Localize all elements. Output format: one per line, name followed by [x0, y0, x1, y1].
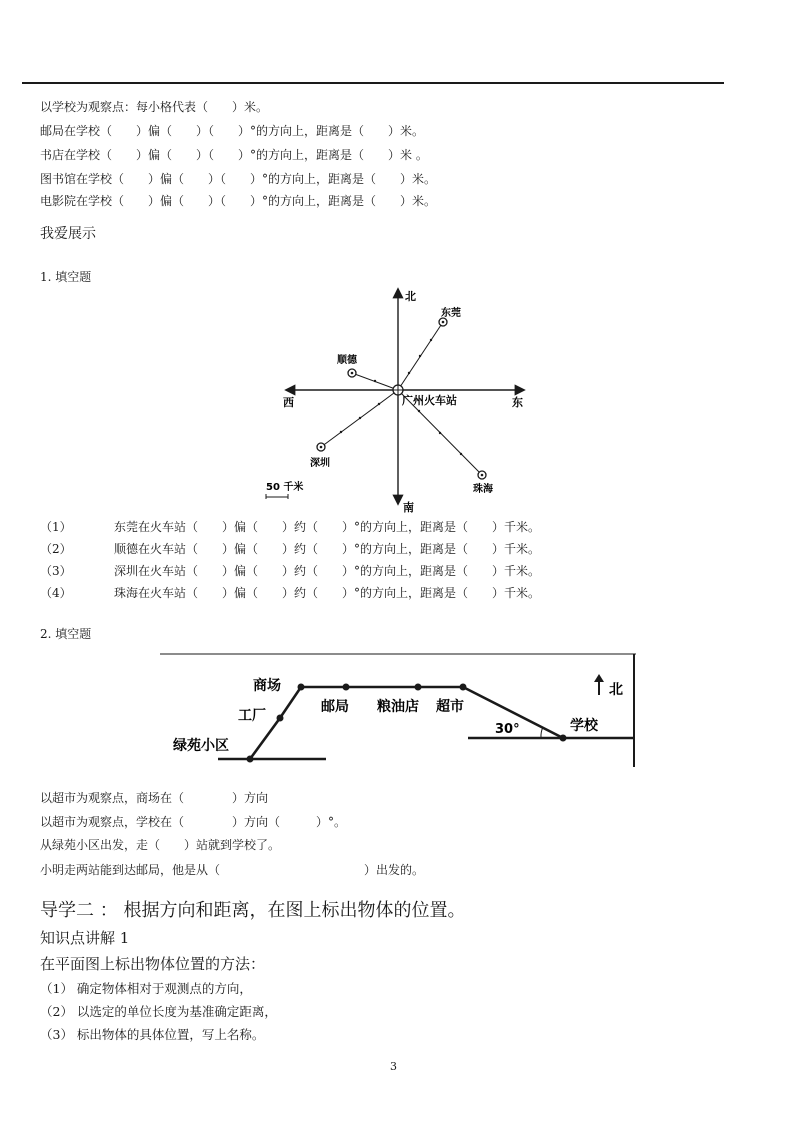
- step-3: （3） 标出物体的具体位置，写上名称。: [40, 1027, 265, 1042]
- label-station: 广州火车站: [402, 394, 457, 407]
- label-angle: 30°: [495, 722, 520, 737]
- q1-item-1-text: 东莞在火车站（ ）偏（ ）约（ ）°的方向上，距离是（ ）千米。: [114, 520, 541, 534]
- guide2-title: 导学二 ： 根据方向和距离，在图上标出物体的位置。: [40, 900, 466, 921]
- label-grain: 粮油店: [377, 699, 419, 715]
- stop-post: [343, 684, 350, 691]
- label-shunde: 顺德: [337, 355, 357, 366]
- label-market: 超市: [436, 699, 464, 715]
- q1-item-4-num: （4）: [40, 586, 72, 600]
- label-scale: 50 千米: [266, 482, 304, 493]
- label-west: 西: [283, 396, 294, 409]
- observe-line-4: 图书馆在学校（ ）偏（ ）（ ）°的方向上，距离是（ ）米。: [40, 172, 437, 186]
- label-shenzhen: 深圳: [310, 458, 330, 469]
- q2-line-3: 从绿苑小区出发，走（ ）站就到学校了。: [40, 838, 281, 852]
- label-north-arrow: 北: [609, 682, 623, 698]
- q1-item-3-num: （3）: [40, 564, 72, 578]
- step-1: （1） 确定物体相对于观测点的方向，: [40, 981, 252, 996]
- q1-item-1-num: （1）: [40, 520, 72, 534]
- show-heading: 我爱展示: [40, 226, 96, 242]
- step-2: （2） 以选定的单位长度为基准确定距离，: [40, 1004, 277, 1019]
- stop-market: [460, 684, 467, 691]
- label-south: 南: [403, 501, 414, 514]
- observe-line-3: 书店在学校（ ）偏（ ）（ ）°的方向上，距离是（ ）米 。: [40, 148, 428, 162]
- label-north: 北: [405, 290, 416, 303]
- q1-item-4-text: 珠海在火车站（ ）偏（ ）约（ ）°的方向上，距离是（ ）千米。: [114, 586, 541, 600]
- q2-title: 2. 填空题: [40, 627, 92, 641]
- label-dongguan: 东莞: [441, 308, 461, 319]
- q2-line-4: 小明走两站能到达邮局，他是从（ ）出发的。: [40, 863, 425, 877]
- label-community: 绿苑小区: [173, 738, 229, 754]
- header-rule: [22, 82, 724, 84]
- q1-item-3-text: 深圳在火车站（ ）偏（ ）约（ ）°的方向上，距离是（ ）千米。: [114, 564, 541, 578]
- route-map: [158, 652, 642, 770]
- label-mall: 商场: [253, 678, 281, 694]
- q2-line-1: 以超市为观察点，商场在（ ）方向: [40, 791, 269, 805]
- stop-factory: [277, 715, 284, 722]
- q2-line-2: 以超市为观察点，学校在（ ）方向（ ）°。: [40, 815, 347, 829]
- label-factory: 工厂: [238, 708, 266, 724]
- stop-grain: [415, 684, 422, 691]
- observe-line-2: 邮局在学校（ ）偏（ ）（ ）°的方向上，距离是（ ）米。: [40, 124, 425, 138]
- label-zhuhai: 珠海: [473, 484, 493, 495]
- knowledge-heading: 知识点讲解 1: [40, 929, 130, 947]
- compass-diagram: [255, 285, 545, 520]
- stop-school: [560, 735, 567, 742]
- observe-line-5: 电影院在学校（ ）偏（ ）（ ）°的方向上，距离是（ ）米。: [40, 194, 437, 208]
- label-east: 东: [512, 396, 523, 409]
- page-number: 3: [390, 1060, 397, 1073]
- method-heading: 在平面图上标出物体位置的方法：: [40, 955, 266, 973]
- q1-title: 1. 填空题: [40, 270, 92, 284]
- q1-item-2-text: 顺德在火车站（ ）偏（ ）约（ ）°的方向上，距离是（ ）千米。: [114, 542, 541, 556]
- stop-mall: [298, 684, 305, 691]
- label-school: 学校: [570, 718, 598, 734]
- stop-community: [247, 756, 254, 763]
- label-post: 邮局: [321, 699, 349, 715]
- observe-line-1: 以学校为观察点：每小格代表（ ）米。: [40, 100, 269, 114]
- q1-item-2-num: （2）: [40, 542, 72, 556]
